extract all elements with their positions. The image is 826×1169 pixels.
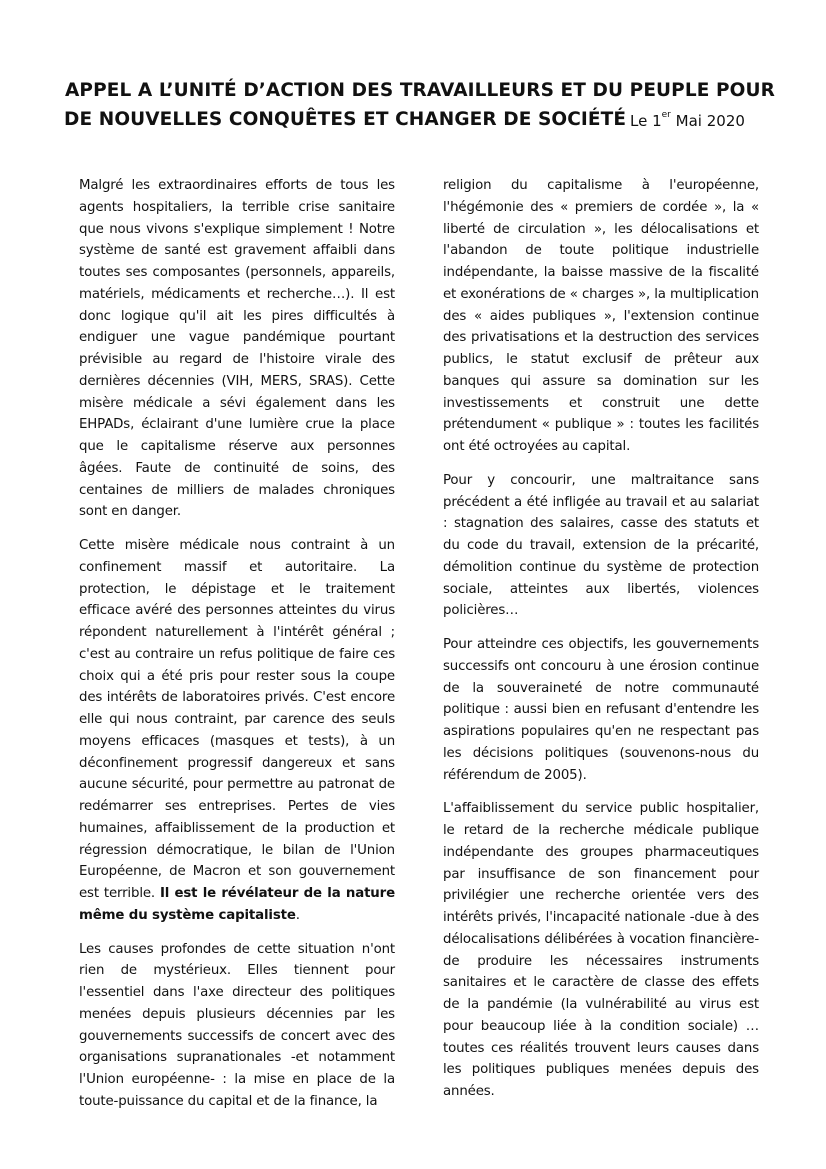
paragraph-4: Pour y concourir, une maltraitance sans précédent a été infligée au travail et au salariat : stagnation des salaires, casse des statuts et du code du travail, extension de la précarité, démolition continue du système de protection sociale, atteintes aux libertés, violences policières… [443,472,759,619]
document-date [630,112,745,130]
paragraph-3-continued: religion du capitalisme à l'européenne, l'hégémonie des « premiers de cordée », la « liberté de circulation », les délocalisations et l'abandon de toute politique industrielle indépendante, la baisse massive de la fiscalité et exonérations de « charges », la multiplication des « aides publiques », l'extension continue des privatisations et la destruction des services publics, le statut exclusif de prêteur aux banques qui assure sa domination sur les investissements et construit une dette prétendument « publique » : toutes les facilités ont été octroyées au capital. [443,178,759,454]
left-column [79,175,395,1125]
paragraph-2-end: . [295,907,300,923]
paragraph-6: L'affaiblissement du service public hospitalier, le retard de la recherche médicale publique indépendante des groupes pharmaceutiques par insuffisance de son financement pour privilégier une recherche orientée vers des intérêts privés, l'incapacité nationale -due à des délocalisations délibérées à vocation financière- de produire les nécessaires instruments sanitaires et le caractère de classe des effets de la pandémie (la vulnérabilité au virus est pour beaucoup liée à la condition sociale) … toutes ces réalités trouvent leurs causes dans les politiques publiques menées depuis des années. [443,801,759,1099]
date-suffix: Mai 2020 [670,112,745,130]
paragraph-2-text: Cette misère médicale nous contraint à un confinement massif et autoritaire. La protection, le dépistage et le traitement efficace avéré des personnes atteintes du virus répondent naturellement à l'intérêt général ; c'est au contraire un refus politique de faire ces choix qui a été pris pour rester sous la coupe des intérêts de laboratoires privés. C'est encore elle qui nous contraint, par carence des seuls moyens efficaces (masques et tests), à un déconfinement progressif dangereux et sans aucune sécurité, pour permettre au patronat de redémarrer ses entreprises. Pertes de vies humaines, affaiblissement de la production et régression démocratique, le bilan de l'Union Européenne, de Macron et son gouvernement est terrible. [79,538,395,901]
paragraph-3-start: Les causes profondes de cette situation n'ont rien de mystérieux. Elles tiennent pour l'essentiel dans l'axe directeur des politiques menées depuis plusieurs décennies par les gouvernements successifs de concert avec des organisations supranationales -et notamment l'Union européenne- : la mise en place de la toute-puissance du capital et de la finance, la [79,941,395,1109]
paragraph-2-bold-text: Il est le révélateur de la nature même du système capitaliste [79,886,395,923]
paragraph-5: Pour atteindre ces objectifs, les gouvernements successifs ont concouru à une érosion continue de la souveraineté de notre communauté politique : aussi bien en refusant d'entendre les aspirations populaires qu'en ne respectant pas les décisions politiques (souvenons-nous du référendum de 2005). [443,637,759,783]
date-prefix: Le 1 [630,112,662,130]
date-superscript: er [661,110,671,120]
paragraph-2 [79,535,395,927]
right-column [443,175,759,1115]
document-title-line-1: APPEL A L’UNITÉ D’ACTION DES TRAVAILLEURS ET DU PEUPLE POUR [65,80,775,101]
document-title-line-2: DE NOUVELLES CONQUÊTES ET CHANGER DE SOCIÉTÉ [64,109,627,130]
paragraph-1: Malgré les extraordinaires efforts de tous les agents hospitaliers, la terrible crise sanitaire que nous vivons s'explique simplement ! Notre système de santé est gravement affaibli dans toutes ses composantes (personnels, appareils, matériels, médicaments et recherche…). Il est donc logique qu'il ait les pires difficultés à endiguer une vague pandémique pourtant prévisible au regard de l'histoire virale des dernières décennies (VIH, MERS, SRAS). Cette misère médicale a sévi également dans les EHPADs, éclairant d'une lumière crue la place que le capitalisme réserve aux personnes âgées. Faute de continuité de soins, des centaines de milliers de malades chroniques sont en danger. [79,178,395,520]
